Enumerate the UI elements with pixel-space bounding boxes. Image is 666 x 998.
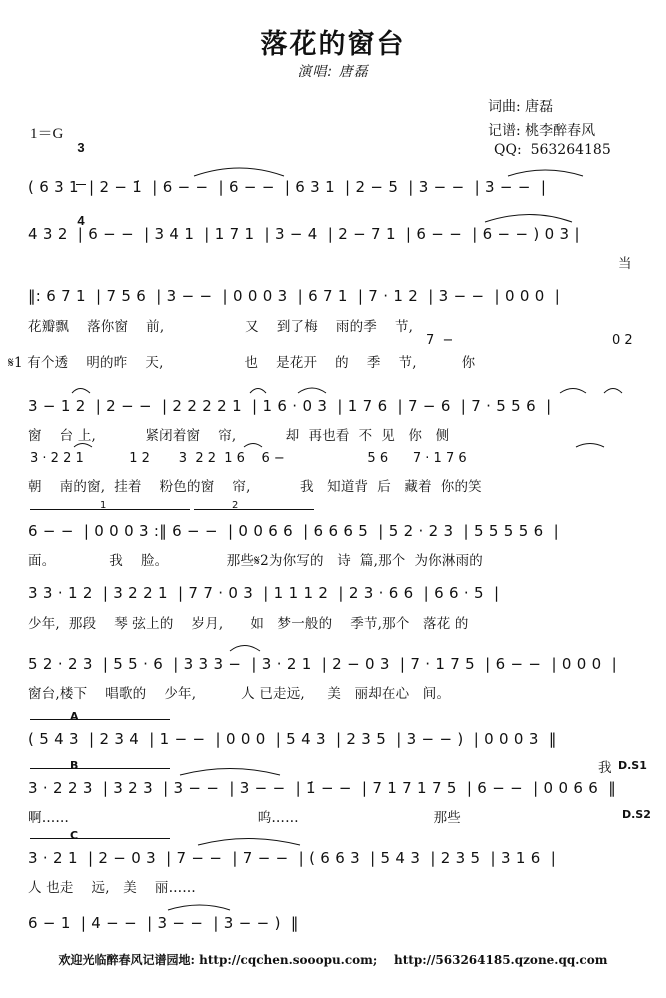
song-title: 落花的窗台: [260, 29, 406, 60]
section-c-bracket: [30, 838, 170, 839]
score-row-8-lyric: 我: [598, 760, 612, 776]
score-row-11-notes: 6 − 1 | 4 − − | 3 − − | 3 − − ) ‖: [28, 914, 299, 932]
score-row-3-lyric-verse2: 𝄋1 有个透 明的昨 天, 也 是花开 的 季 节, 你: [8, 355, 476, 371]
time-signature-bottom: 4: [77, 213, 85, 228]
volta-2-label: 2: [232, 500, 239, 511]
volta-1-bracket: [30, 509, 190, 510]
score-row-3-alt-notes-end: 0 2: [612, 333, 633, 348]
score-row-7-notes: 5 2 · 2 3 | 5 5 · 6 | 3 3 3 − | 3 · 2 1 | 2 − 0 3 | 7 · 1 7 5 | 6 − − | 0 0 0 |: [28, 655, 618, 673]
site-footer: 欢迎光临醉春风记谱园地: http://cqchen.sooopu.com; http://563264185.qzone.qq.com: [58, 953, 608, 967]
transcriber-credit: 记谱: 桃李醉春风: [488, 123, 596, 139]
score-row-4-notes: 3 − 1 2 | 2 − − | 2 2 2 2 1 | 1 6 · 0 3 | 1 7 6 | 7 − 6 | 7 · 5 5 6 |: [28, 397, 552, 415]
section-b-label: B: [70, 759, 79, 772]
score-row-2-lyric: 当: [618, 256, 632, 272]
score-row-10-lyric: 人 也走 远, 美 丽……: [28, 880, 196, 896]
score-row-10-notes: 3 · 2 1 | 2 − 0 3 | 7 − − | 7 − − | ( 6 6 3 | 5 4 3 | 2 3 5 | 3 1 6 |: [28, 849, 557, 867]
score-row-1-notes: ( 6 3 1 | 2 − 1̇ | 6 − − | 6 − − | 6 3 1 | 2 − 5 | 3 − − | 3 − − |: [28, 178, 547, 196]
score-row-6-notes: 3 3 · 1 2 | 3 2 2 1 | 7 7 · 0 3 | 1 1 1 2 | 2 3 · 6 6 | 6 6 · 5 |: [28, 584, 500, 602]
score-row-4-lyric-verse1: 窗 台 上, 紧闭着窗 帘, 却 再也看 不 见 你 侧: [28, 428, 450, 444]
key-signature: 1＝G: [30, 126, 64, 142]
section-a-bracket: [30, 719, 170, 720]
score-row-3-notes: ‖: 6 7 1 | 7 5 6 | 3 − − | 0 0 0 3 | 6 7 1 | 7 · 1 2 | 3 − − | 0 0 0 |: [28, 287, 561, 305]
ds2-marker: D.S2: [622, 808, 651, 821]
score-row-3-alt-notes: 7 −: [426, 333, 454, 348]
lyricist-credit: 词曲: 唐磊: [488, 99, 554, 115]
section-c-label: C: [70, 829, 79, 842]
score-row-8-notes: ( 5 4 3 | 2 3 4 | 1 − − | 0 0 0 | 5 4 3 | 2 3 5 | 3 − − ) | 0 0 0 3 ‖: [28, 730, 557, 748]
score-row-3-lyric-verse1: 花瓣飘 落你窗 前, 又 到了梅 雨的季 节,: [28, 319, 414, 335]
singer-credit: 演唱: 唐磊: [297, 64, 369, 80]
score-row-4-lyric-verse2: 朝 南的窗, 挂着 粉色的窗 帘, 我 知道背 后 藏着 你的笑: [28, 479, 482, 495]
score-row-4-alt-notes: 3 · 2 2 1 1 2 3 2 2 1 6 6 − 5 6 7 · 1 7 6: [30, 451, 467, 466]
ds1-marker: D.S1: [618, 759, 647, 772]
score-row-5-lyric: 面。 我 脸。 那些𝄋2为你写的 诗 篇,那个 为你淋雨的: [28, 553, 483, 569]
time-signature-top: 3: [77, 140, 85, 155]
score-row-6-lyric: 少年, 那段 琴 弦上的 岁月, 如 梦一般的 季节,那个 落花 的: [28, 616, 469, 632]
score-row-2-notes: 4 3 2 | 6 − − | 3 4 1 | 1 7 1 | 3 − 4 | 2 − 7 1 | 6 − − | 6 − − ) 0 3 |: [28, 225, 580, 243]
score-row-5-notes: 6 − − | 0 0 0 3 :‖ 6 − − | 0 0 6 6 | 6 6 6 5 | 5 2 · 2 3 | 5 5 5 5 6 |: [28, 522, 559, 540]
volta-1-label: 1: [100, 500, 107, 511]
qq-number: QQ: 563264185: [494, 142, 611, 158]
volta-2-bracket: [194, 509, 314, 510]
section-a-label: A: [70, 710, 79, 723]
score-row-7-lyric: 窗台,楼下 唱歌的 少年, 人 已走远, 美 丽却在心 间。: [28, 686, 451, 702]
section-b-bracket: [30, 768, 170, 769]
score-row-9-lyric: 啊…… 呜…… 那些: [28, 810, 461, 826]
score-row-9-notes: 3 · 2 2 3 | 3 2 3 | 3 − − | 3 − − | 1̇ − − | 7 1 7 1 7 5 | 6 − − | 0 0 6 6 ‖: [28, 779, 617, 797]
